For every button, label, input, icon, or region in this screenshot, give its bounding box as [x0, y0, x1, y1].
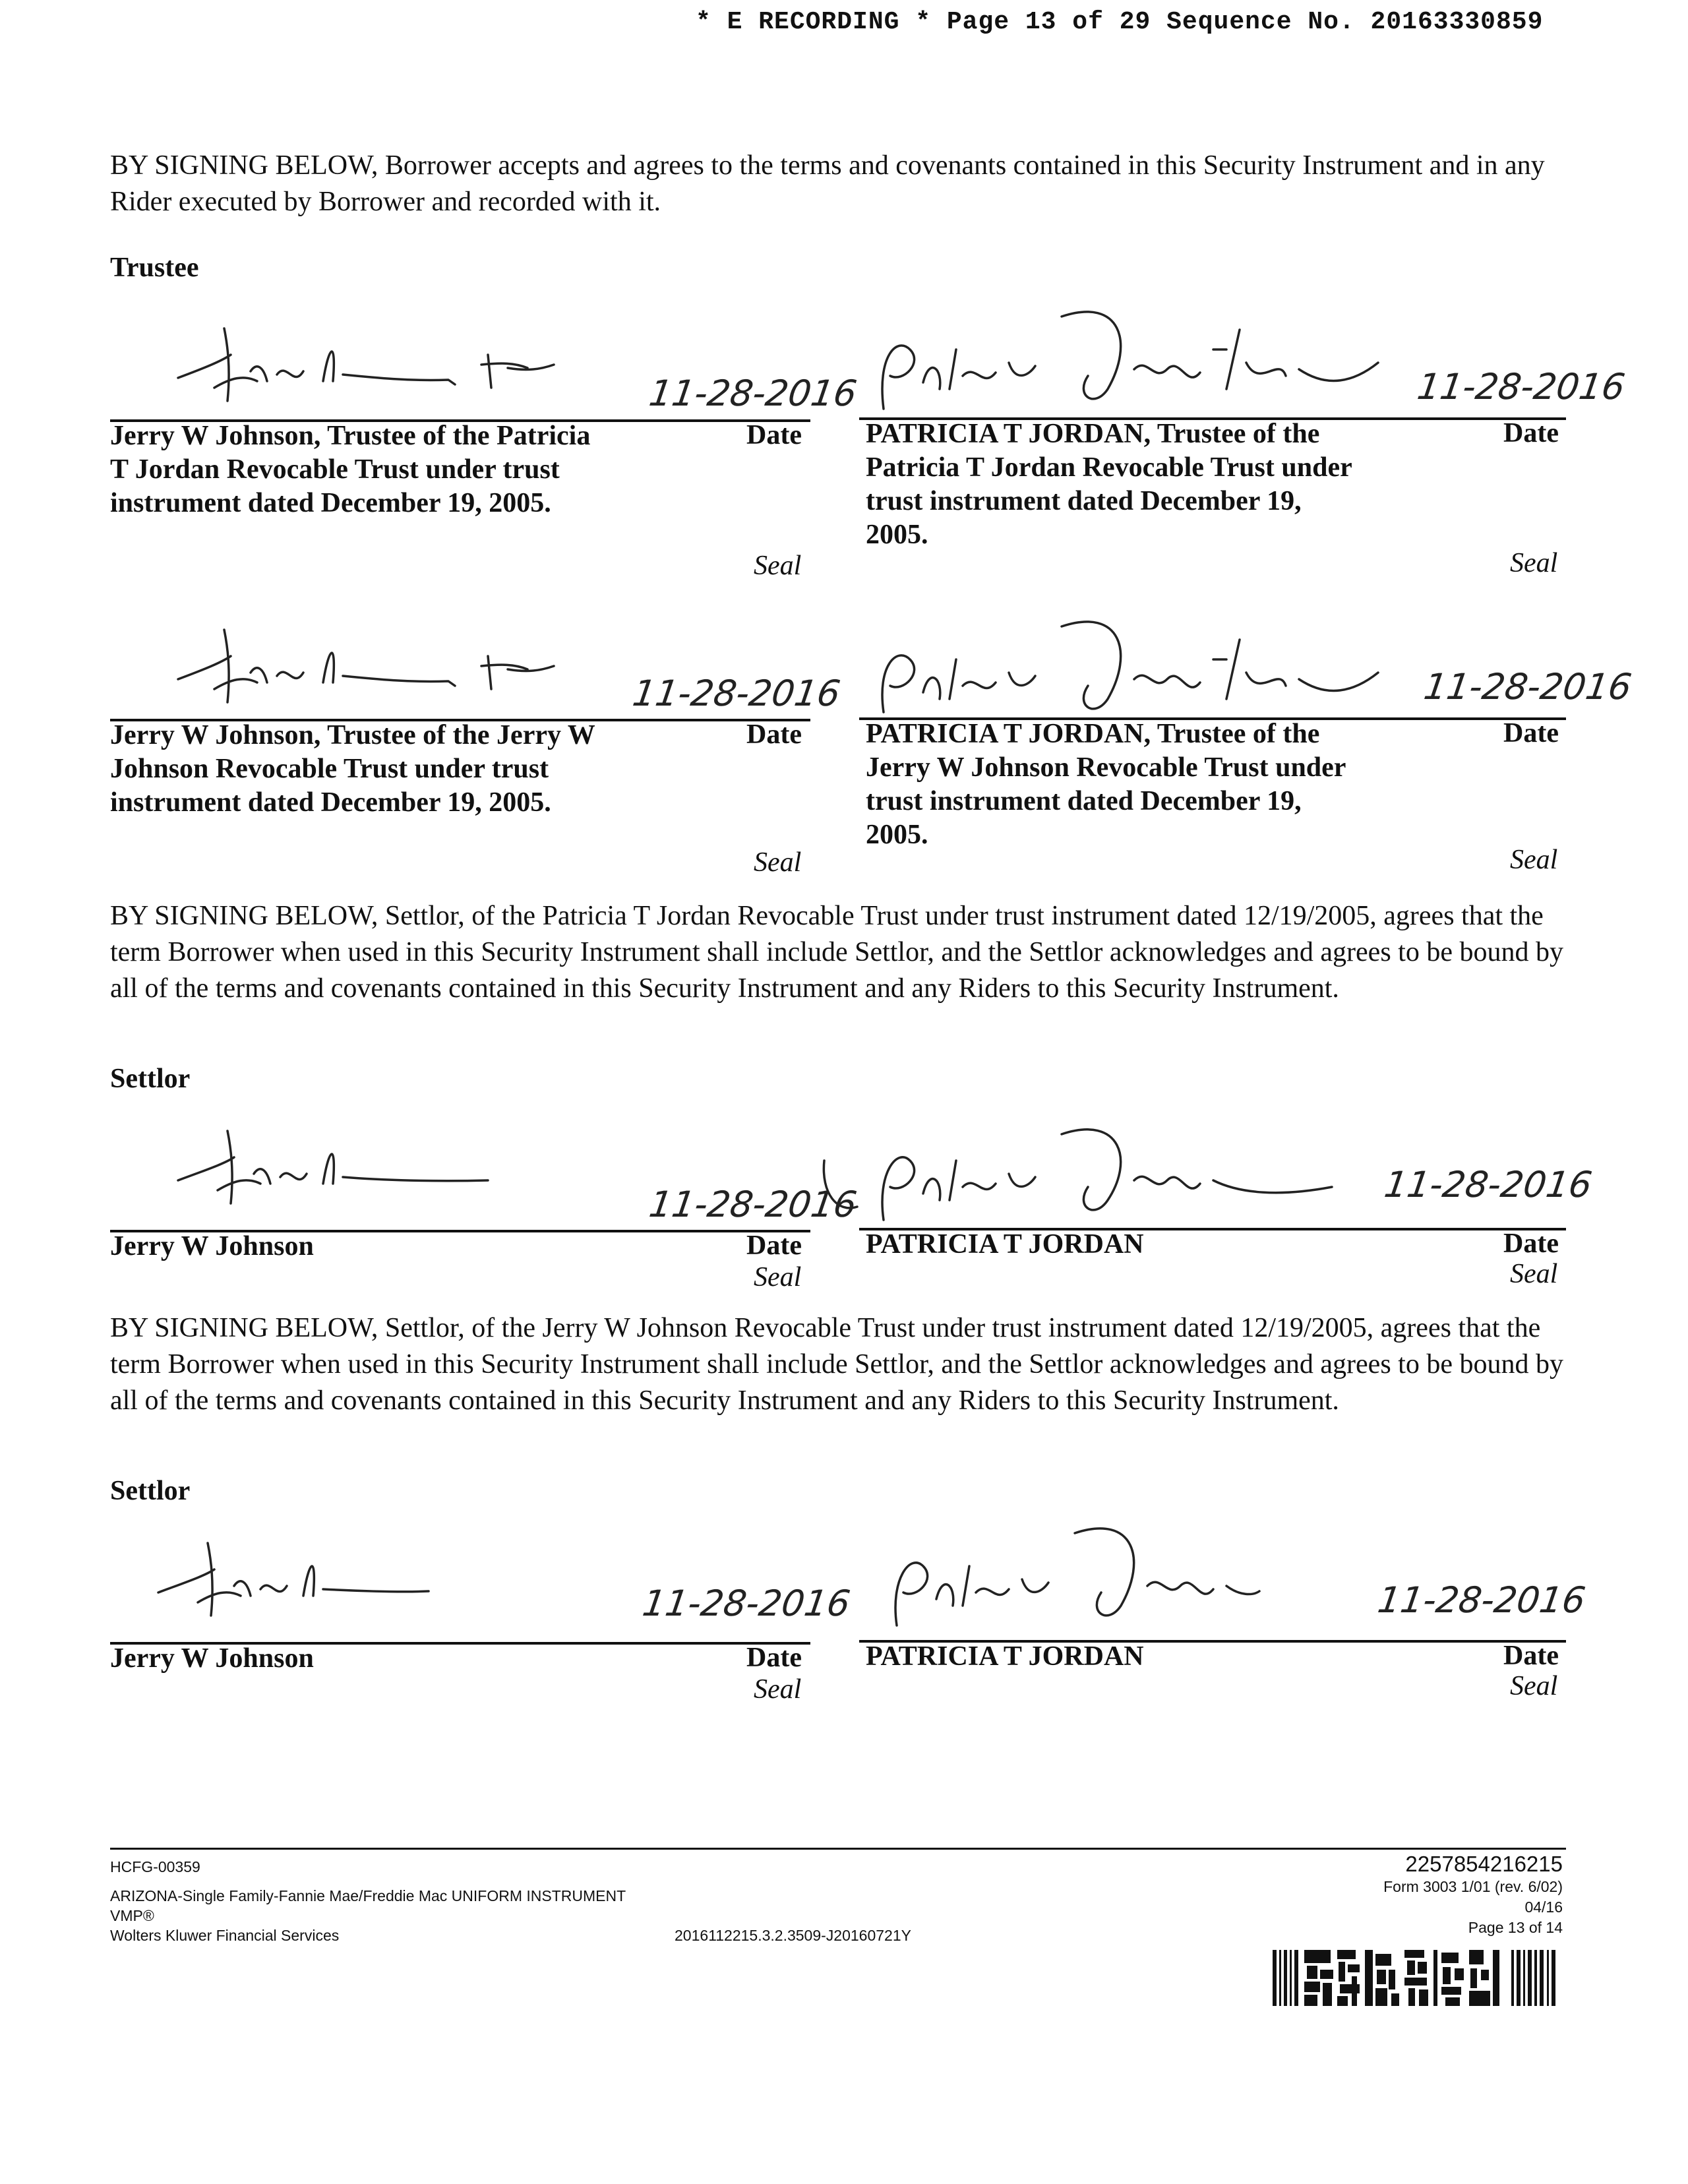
jerry-johnson-settlor-signature-2: [152, 1533, 468, 1625]
handwritten-date-4b: 11-28-2016: [1375, 1579, 1588, 1621]
footer-page: Page 13 of 14: [1468, 1919, 1563, 1936]
footer-loan-number: 2257854216215: [1405, 1852, 1563, 1876]
footer-publisher: Wolters Kluwer Financial Services: [110, 1927, 340, 1944]
footer-right-block: [1383, 1852, 1563, 1938]
seal-label: Seal: [754, 1262, 802, 1292]
seal-label: Seal: [754, 847, 802, 878]
footer-revision: 04/16: [1524, 1898, 1563, 1916]
seal-label: Seal: [1510, 548, 1558, 578]
settlor-section-title-2: Settlor: [110, 1476, 191, 1506]
patricia-jordan-signature-1: [857, 290, 1385, 422]
recording-header: * E RECORDING * Page 13 of 29 Sequence No. 20163330859: [696, 8, 1544, 36]
settlor-paragraph-1: BY SIGNING BELOW, Settlor, of the Patricia T Jordan Revocable Trust under trust instrument dated 12/19/2005, agrees that the term Borrower when used in this Security Instrument shall include Settlor, and the Settlor acknowledges and agrees to be bound by all of the terms and covenants contained in this Security Instrument and any Riders to this Security Instrument.: [110, 901, 1563, 1004]
trustee-name-2-right: PATRICIA T JORDAN, Trustee of the Jerry W Johnson Revocable Trust under trust instrument dated December 19, 2005.: [866, 719, 1346, 850]
barcode: [1273, 1950, 1556, 2006]
handwritten-date-2b: 11-28-2016: [1421, 666, 1635, 708]
handwritten-date-4a: 11-28-2016: [640, 1583, 853, 1624]
handwritten-date-1a: 11-28-2016: [646, 373, 860, 414]
seal-label: Seal: [1510, 1671, 1558, 1701]
trustee-name-1-left: Jerry W Johnson, Trustee of the Patricia T Jordan Revocable Trust under trust instrument dated December 19, 2005.: [110, 421, 591, 518]
date-label: Date: [1503, 1641, 1559, 1671]
seal-label: Seal: [754, 551, 802, 581]
trustee-section-title: Trustee: [110, 253, 199, 283]
settlor-section-title-1: Settlor: [110, 1064, 191, 1094]
settlor-name-2-left: Jerry W Johnson: [110, 1643, 314, 1674]
trustee-name-1-right: PATRICIA T JORDAN, Trustee of the Patricia T Jordan Revocable Trust under trust instrument dated December 19, 2005.: [866, 419, 1352, 550]
jerry-johnson-signature-1: [158, 315, 567, 421]
date-label: Date: [1503, 718, 1559, 748]
footer-form-number: Form 3003 1/01 (rev. 6/02): [1383, 1878, 1563, 1895]
handwritten-date-3a: 11-28-2016: [646, 1184, 860, 1225]
seal-label: Seal: [1510, 1259, 1558, 1289]
settlor-name-1-right: PATRICIA T JORDAN: [866, 1229, 1144, 1259]
settlor-paragraph-2: BY SIGNING BELOW, Settlor, of the Jerry W Johnson Revocable Trust under trust instrument dated 12/19/2005, agrees that the term Borrower when used in this Security Instrument shall include Settlor, and the Settlor acknowledges and agrees to be bound by all of the terms and covenants contained in this Security Instrument and any Riders to this Security Instrument.: [110, 1313, 1563, 1416]
patricia-jordan-signature-2: [857, 607, 1385, 725]
date-label: Date: [746, 1230, 802, 1261]
date-label: Date: [746, 420, 802, 450]
intro-paragraph: BY SIGNING BELOW, Borrower accepts and agrees to the terms and covenants contained in this Security Instrument and in any Rider executed by Borrower and recorded with it.: [110, 150, 1545, 217]
date-label: Date: [1503, 1228, 1559, 1259]
handwritten-date-3b: 11-28-2016: [1381, 1164, 1595, 1205]
settlor-name-1-left: Jerry W Johnson: [110, 1231, 314, 1261]
date-label: Date: [1503, 418, 1559, 448]
footer-doc-id: 2016112215.3.2.3509-J20160721Y: [675, 1927, 911, 1944]
trustee-name-2-left: Jerry W Johnson, Trustee of the Jerry W Johnson Revocable Trust under trust instrument dated December 19, 2005.: [110, 720, 595, 818]
seal-label: Seal: [754, 1674, 802, 1705]
jerry-johnson-settlor-signature-1: [171, 1121, 514, 1213]
footer-rule: [110, 1848, 1566, 1850]
barcode-graphic: [1273, 1950, 1556, 2006]
seal-label: Seal: [1510, 845, 1558, 875]
handwritten-date-2a: 11-28-2016: [630, 673, 843, 714]
patricia-jordan-settlor-signature-2: [857, 1513, 1266, 1632]
date-label: Date: [746, 719, 802, 750]
jerry-johnson-signature-2: [158, 613, 567, 719]
footer-instrument: ARIZONA-Single Family-Fannie Mae/Freddie Mac UNIFORM INSTRUMENT: [110, 1887, 626, 1904]
date-label: Date: [746, 1643, 802, 1673]
handwritten-date-1b: 11-28-2016: [1414, 366, 1628, 408]
footer-form-code: HCFG-00359: [110, 1858, 200, 1875]
patricia-jordan-settlor-signature-1: [818, 1108, 1345, 1227]
settlor-name-2-right: PATRICIA T JORDAN: [866, 1641, 1144, 1672]
footer-vmp: VMP®: [110, 1907, 154, 1924]
